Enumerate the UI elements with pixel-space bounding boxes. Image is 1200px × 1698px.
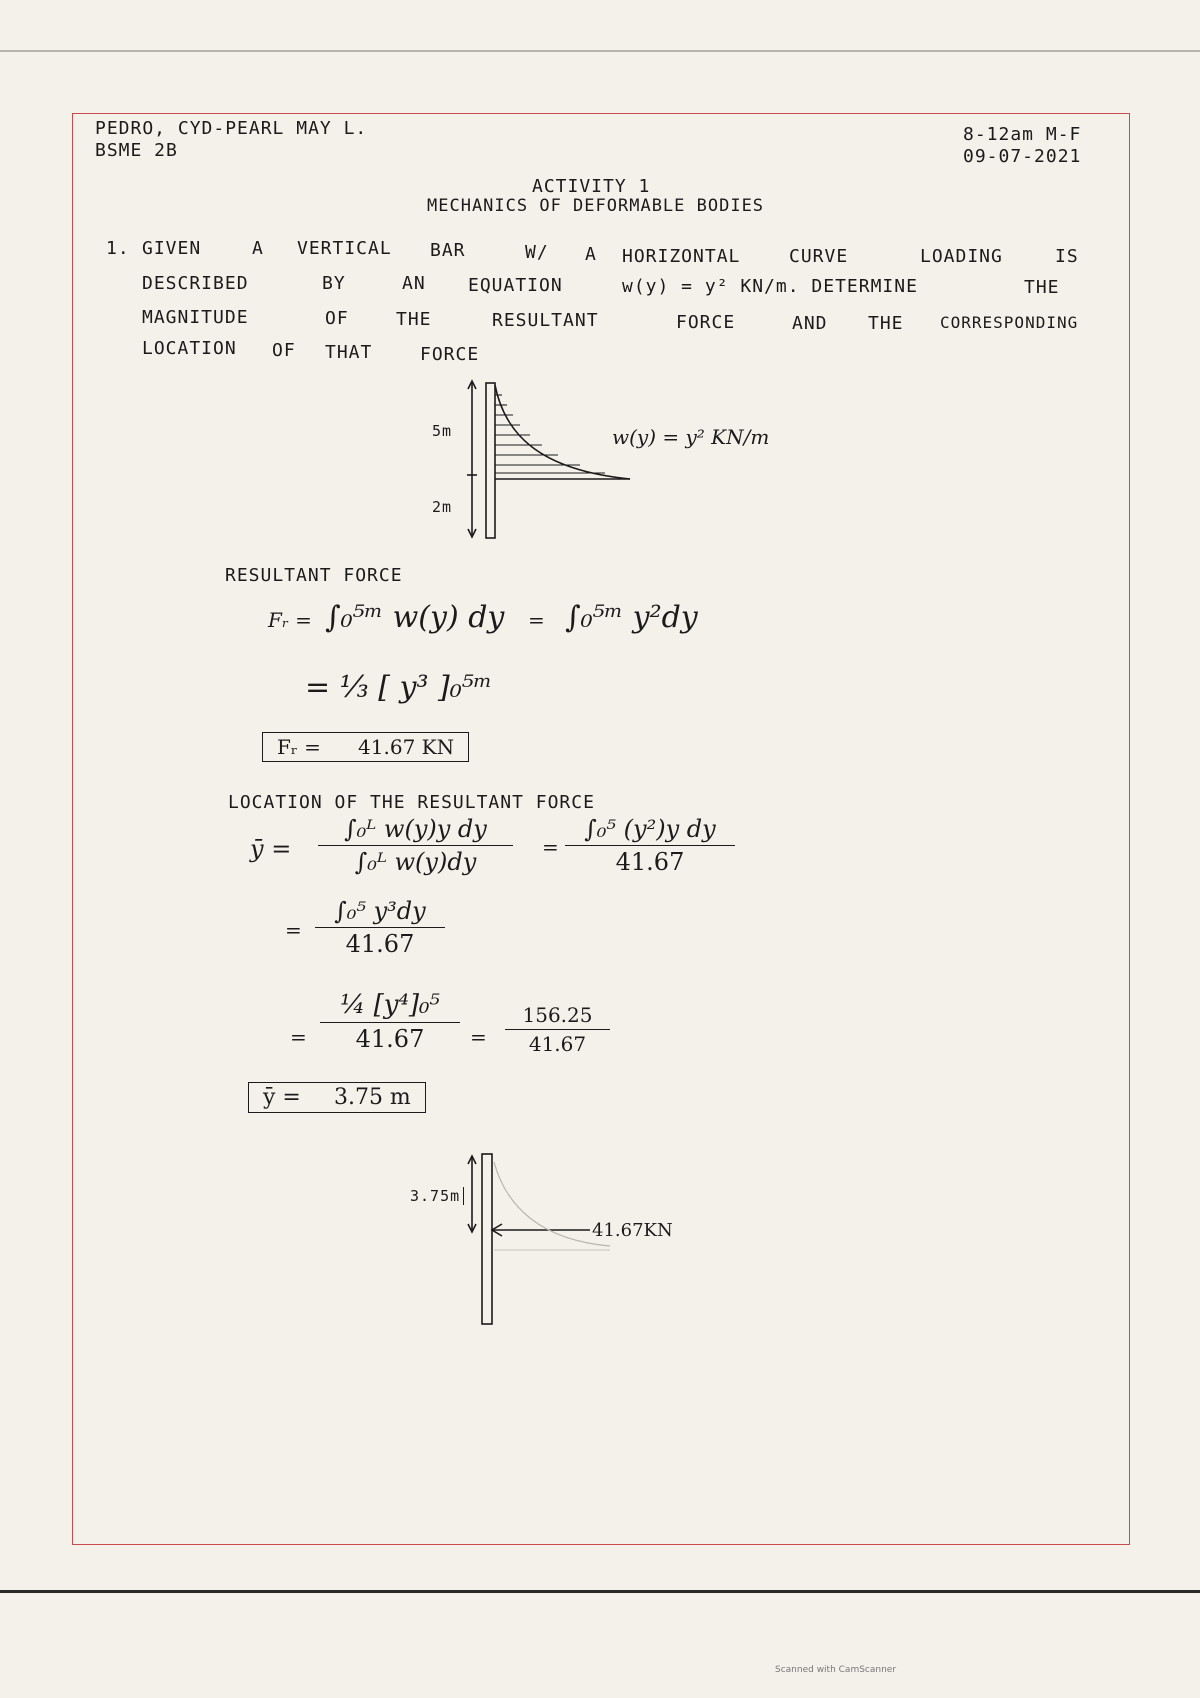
fraction-numerator: 156.25 <box>522 1003 593 1027</box>
vertical-bar <box>482 1154 492 1324</box>
load-hatching <box>495 395 605 473</box>
problem-word: CURVE <box>789 246 849 267</box>
load-equation: w(y) = y² KN/m <box>612 425 770 449</box>
fraction-substituted <box>565 815 735 876</box>
resultant-answer-box <box>262 732 469 762</box>
problem-word: THE <box>868 313 904 334</box>
problem-word: W/ <box>525 242 549 263</box>
equals-sign: = <box>542 835 559 859</box>
integral-w-dy: ∫₀⁵ᵐ w(y) dy <box>325 600 505 635</box>
problem-word: RESULTANT <box>492 310 599 331</box>
problem-word: THE <box>1024 277 1060 298</box>
equals-sign: = <box>285 918 302 942</box>
problem-word: A <box>252 238 264 259</box>
student-name: PEDRO, CYD-PEARL MAY L. <box>95 118 368 139</box>
activity-date: 09-07-2021 <box>963 146 1082 167</box>
problem-word: GIVEN <box>142 238 202 259</box>
fraction-denominator: 41.67 <box>528 1032 587 1056</box>
problem-word: DESCRIBED <box>142 273 249 294</box>
problem-word: THAT <box>325 342 373 363</box>
problem-word: EQUATION <box>468 275 563 296</box>
resultant-location-label: 3.75m <box>410 1187 464 1205</box>
problem-word: OF <box>325 308 349 329</box>
activity-title: ACTIVITY 1 <box>532 176 651 197</box>
resultant-force-diagram <box>460 1150 720 1330</box>
fraction-denominator: 41.67 <box>355 1025 425 1053</box>
evaluation-step: = ⅓ [ y³ ]₀⁵ᵐ <box>305 670 493 705</box>
problem-word: AND <box>792 313 828 334</box>
problem-word: A <box>585 244 597 265</box>
dim-label-5m: 5m <box>432 422 453 440</box>
resultant-heading: RESULTANT FORCE <box>225 565 403 586</box>
problem-word: VERTICAL <box>297 238 392 259</box>
problem-word: THE <box>396 309 432 330</box>
fr-answer-value: 41.67 KN <box>358 735 455 759</box>
fraction-numerator: ∫₀ᴸ w(y)y dy <box>344 815 487 843</box>
fraction-numeric <box>505 1003 610 1056</box>
vertical-bar <box>486 383 495 538</box>
scan-edge-top <box>0 50 1200 52</box>
fraction-y4 <box>320 990 460 1053</box>
problem-word: AN <box>402 273 426 294</box>
scanner-watermark: Scanned with CamScanner <box>775 1665 897 1675</box>
equals-sign: = <box>528 608 545 632</box>
fraction-denominator: 41.67 <box>615 848 685 876</box>
fr-lhs: Fᵣ = <box>268 608 312 632</box>
loaded-bar-diagram <box>420 375 820 545</box>
ybar-lhs: ȳ = <box>250 835 292 863</box>
class-schedule: 8-12am M-F <box>963 124 1082 145</box>
course-title: MECHANICS OF DEFORMABLE BODIES <box>427 196 765 216</box>
problem-word: LOCATION <box>142 338 237 359</box>
problem-word: w(y) = y² KN/m. DETERMINE <box>622 276 918 297</box>
fraction-denominator: 41.67 <box>345 930 415 958</box>
problem-word: FORCE <box>420 344 480 365</box>
integral-y2-dy: ∫₀⁵ᵐ y²dy <box>565 600 698 635</box>
fraction-y3 <box>315 897 445 958</box>
problem-word: IS <box>1055 246 1079 267</box>
problem-word: MAGNITUDE <box>142 307 249 328</box>
problem-word: BAR <box>430 240 466 261</box>
problem-word: OF <box>272 340 296 361</box>
location-answer-box <box>248 1082 426 1113</box>
fraction-denominator: ∫₀ᴸ w(y)dy <box>354 848 477 876</box>
fr-answer-label: Fᵣ = <box>277 735 321 759</box>
fraction-numerator: ¼ [y⁴]₀⁵ <box>340 990 440 1020</box>
location-heading: LOCATION OF THE RESULTANT FORCE <box>228 792 595 813</box>
equals-sign: = <box>470 1025 487 1049</box>
fraction-numerator: ∫₀⁵ (y²)y dy <box>584 815 716 843</box>
ybar-answer-value: 3.75 m <box>333 1085 411 1110</box>
resultant-force-label: 41.67KN <box>592 1220 673 1241</box>
problem-word: LOADING <box>920 246 1003 267</box>
student-section: BSME 2B <box>95 140 178 161</box>
equals-sign: = <box>290 1025 307 1049</box>
dim-label-2m: 2m <box>432 498 453 516</box>
scan-edge-bottom <box>0 1590 1200 1593</box>
fraction-numerator: ∫₀⁵ y³dy <box>334 897 426 925</box>
problem-word: CORRESPONDING <box>940 313 1079 332</box>
ybar-answer-label: ȳ = <box>263 1085 301 1110</box>
problem-number: 1. <box>106 238 130 259</box>
fraction-general <box>318 815 513 876</box>
problem-word: BY <box>322 273 346 294</box>
problem-word: FORCE <box>676 312 736 333</box>
problem-word: HORIZONTAL <box>622 246 741 267</box>
